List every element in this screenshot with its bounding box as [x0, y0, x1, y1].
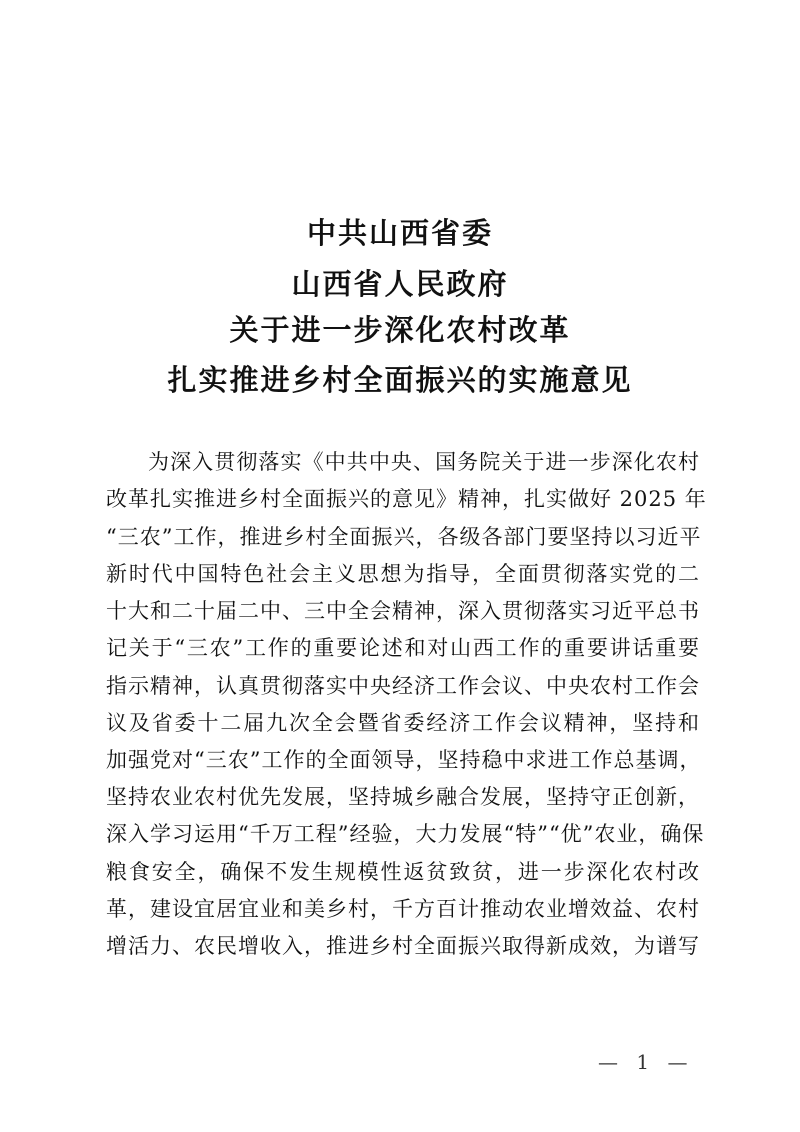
title-line: 关于进一步深化农村改革 [229, 313, 571, 347]
title-line: 山西省人民政府 [291, 267, 509, 301]
body-line: 深入学习运用“千万工程”经验，大力发展“特”“优”农业，确保 [106, 822, 705, 846]
title-line: 扎实推进乡村全面振兴的实施意见 [167, 363, 633, 397]
body-line: 改革扎实推进乡村全面振兴的意见》精神，扎实做好 2025 年 [106, 487, 707, 511]
body-line: 粮食安全，确保不发生规模性返贫致贫，进一步深化农村改 [106, 860, 700, 884]
body-line: 坚持农业农村优先发展，坚持城乡融合发展，坚持守正创新， [106, 785, 700, 809]
body-line: 十大和二十届二中、三中全会精神，深入贯彻落实习近平总书 [106, 599, 700, 623]
body-line: 加强党对“三农”工作的全面领导，坚持稳中求进工作总基调， [106, 748, 702, 772]
body-line: 记关于“三农”工作的重要论述和对山西工作的重要讲话重要 [106, 636, 700, 660]
body-line: 指示精神，认真贯彻落实中央经济工作会议、中央农村工作会 [106, 674, 700, 698]
page-number: — 1 — [598, 1050, 694, 1074]
body-line: 增活力、农民增收入，推进乡村全面振兴取得新成效，为谱写 [106, 934, 700, 958]
body-line: 革，建设宜居宜业和美乡村，千方百计推动农业增效益、农村 [106, 897, 700, 921]
body-line: 议及省委十二届九次全会暨省委经济工作会议精神，坚持和 [106, 711, 700, 735]
body-line: 新时代中国特色社会主义思想为指导，全面贯彻落实党的二 [106, 562, 700, 586]
title-line: 中共山西省委 [306, 216, 493, 250]
body-line: 为深入贯彻落实《中共中央、国务院关于进一步深化农村 [148, 450, 700, 474]
body-line: “三农”工作，推进乡村全面振兴，各级各部门要坚持以习近平 [106, 525, 702, 549]
